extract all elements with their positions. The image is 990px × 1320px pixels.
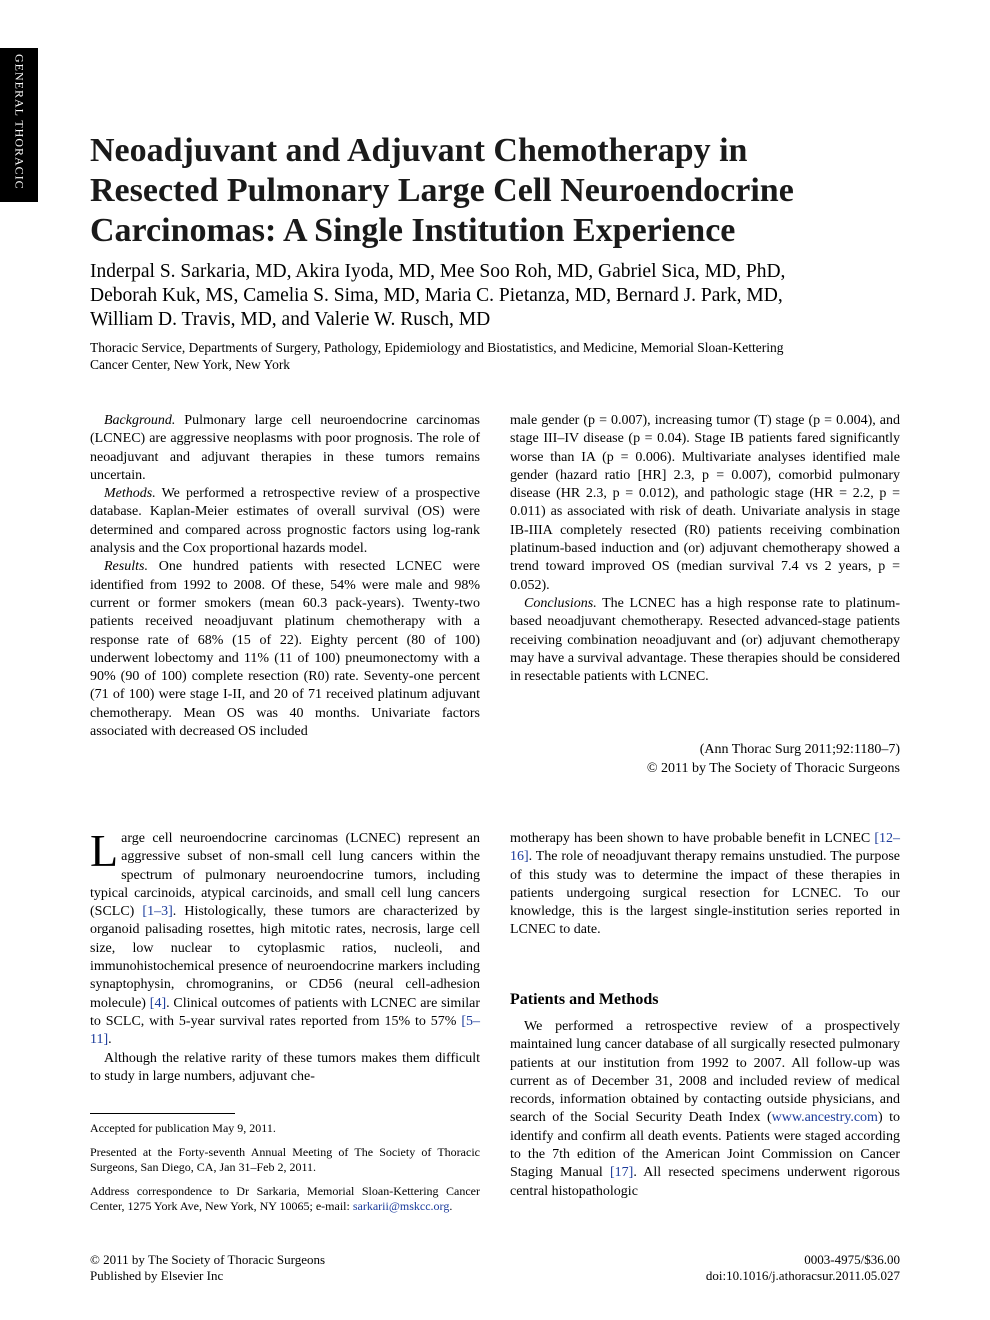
- abstract-conclusions: [510, 595, 900, 686]
- external-link[interactable]: www.ancestry.com: [771, 1110, 878, 1126]
- author-list: [90, 260, 910, 332]
- footer-publisher: Published by Elsevier Inc: [90, 1267, 224, 1283]
- abstract-results: [90, 558, 480, 741]
- footer-copyright: © 2011 by The Society of Thoracic Surgeons: [90, 1252, 326, 1267]
- footnote-presented: Presented at the Forty-seventh Annual Meeting of The Society of Thoracic Surgeons, San Diego, CA, Jan 31–Feb 2, 2011.: [90, 1144, 480, 1174]
- body-text: ) to identify and confirm all death events. Patients were staged according to the 7th edition of the American Joint Commission on Cancer Staging Manual: [510, 1110, 900, 1181]
- abstract-results-cont: male gender (p = 0.007), increasing tumor (T) stage (p = 0.004), and stage III–IV disease (p = 0.04). Stage IB patients fared significantly worse than IA (p = 0.006). Multivariate analyses identified male gender (hazard ratio [HR] 2.3, p = 0.007), comorbid pulmonary disease (HR 2.3, p = 0.012), and pathologic stage (HR = 2.2, p = 0.011) as associated with risk of death. Univariate analysis in stage IB-IIIA completely resected (R0) patients receiving combination platinum-based induction and (or) adjuvant chemotherapy showed a trend toward improved OS (median survival 7.4 vs 2 years, p = 0.052).: [510, 413, 900, 593]
- body-text: arge cell neuroendocrine carcinomas (LCNEC) represent an aggressive subset of non-small cell lung cancers within the spectrum of pulmonary neuroendocrine tumors, including typical carcinoids, atypical carcinoids, and small cell lung cancers (SCLC): [90, 831, 480, 920]
- body-text: .: [108, 1032, 112, 1048]
- body-text: motherapy has been shown to have probable benefit in LCNEC: [510, 831, 875, 846]
- footnote-accepted: Accepted for publication May 9, 2011.: [90, 1121, 276, 1135]
- abstract-methods: [90, 485, 480, 558]
- body-text: . All resected specimens underwent rigorous central histopathologic: [510, 1165, 900, 1199]
- drop-cap: L: [90, 825, 119, 876]
- abstract-text: The LCNEC has a high response rate to platinum-based neoadjuvant chemotherapy. Resected advanced-stage patients receiving combination neoadjuvant and (or) adjuvant chemotherapy may have a survival advantage. These therapies should be considered in resectable patients with LCNEC.: [510, 595, 900, 685]
- title-line: Neoadjuvant and Adjuvant Chemotherapy in: [90, 132, 748, 169]
- abstract-text: We performed a retrospective review of a prospective database. Kaplan-Meier estimates of overall survival (OS) were determined and compared across prognostic factors using log-rank analysis and the Cox proportional hazards model.: [90, 486, 480, 557]
- author-line: William D. Travis, MD, and Valerie W. Rusch, MD: [90, 309, 491, 330]
- abstract-heading: Methods.: [104, 486, 156, 502]
- journal-citation: (Ann Thorac Surg 2011;92:1180–7): [699, 742, 900, 757]
- reference-link[interactable]: [1–3]: [142, 904, 173, 920]
- body-text: . Clinical outcomes of patients with LCNEC are similar to SCLC, with 5-year survival rates reported from 15% to 57%: [90, 995, 480, 1029]
- footer-left: [90, 1252, 325, 1283]
- abstract-background: [90, 412, 480, 485]
- affiliation-line: Cancer Center, New York, New York: [90, 357, 291, 372]
- section-tab-label: GENERAL THORACIC: [12, 54, 27, 190]
- body-paragraph: [510, 830, 900, 940]
- title-line: Resected Pulmonary Large Cell Neuroendocrine: [90, 172, 794, 209]
- abstract-text: One hundred patients with resected LCNEC were identified from 1992 to 2008. Of these, 54% were male and 98% current or former smokers (mean 60.3 pack-years). Twenty-two patients received neoadjuvant platinum chemotherapy with a response rate of 68% (15 of 22). Eighty percent (80 of 100) underwent lobectomy and 11% (11 of 100) pneumonectomy with a 90% (90 of 100) complete resection (R0) rate. Seventy-one percent (71 of 100) were stage I-II, and 20 of 71 received platinum adjuvant chemotherapy. Mean OS was 40 months. Univariate factors associated with decreased OS included: [90, 559, 480, 740]
- abstract-heading: Background.: [104, 413, 176, 428]
- author-line: Inderpal S. Sarkaria, MD, Akira Iyoda, MD, Mee Soo Roh, MD, Gabriel Sica, MD, PhD,: [90, 261, 786, 282]
- footnote-address: [90, 1184, 480, 1215]
- footer-right: [600, 1252, 900, 1283]
- affiliation: [90, 339, 910, 373]
- body-paragraph: [510, 1018, 900, 1201]
- reference-link[interactable]: [17]: [610, 1165, 634, 1181]
- abstract-heading: Results.: [104, 559, 148, 575]
- footnote-text: .: [449, 1199, 453, 1213]
- article-title: [90, 131, 910, 251]
- section-tab: [0, 48, 38, 202]
- abstract-heading: Conclusions.: [524, 595, 597, 611]
- body-paragraph: Although the relative rarity of these tumors makes them difficult to study in large numbers, adjuvant che-: [90, 1050, 480, 1084]
- author-line: Deborah Kuk, MS, Camelia S. Sima, MD, Maria C. Pietanza, MD, Bernard J. Park, MD,: [90, 285, 783, 306]
- body-text: . Histologically, these tumors are characterized by organoid palisading rosettes, high mitotic rates, necrosis, large cell size, low nuclear to cytoplasmic ratios, nucleoli, and immunohistochemical presence of neuroendocrine markers including synaptophysin, chromogranins, or CD56 (neural cell-adhesion molecule): [90, 904, 480, 1011]
- abstract-text: Pulmonary large cell neuroendocrine carcinomas (LCNEC) are aggressive neoplasms with poor prognosis. The role of neoadjuvant and adjuvant therapies in these tumors remains uncertain.: [90, 413, 480, 483]
- body-text: We performed a retrospective review of a prospectively maintained lung cancer database of all surgically resected pulmonary patients at our institution from 1992 to 2007. All follow-up was current as of December 31, 2008 and included review of medical records, information obtained by contacting outside physicians, and search of the Social Security Death Index (: [510, 1019, 900, 1126]
- methods-column: [510, 1018, 900, 1201]
- reference-link[interactable]: [4]: [149, 995, 167, 1011]
- section-heading: Patients and Methods: [510, 991, 659, 1008]
- footer-doi: doi:10.1016/j.athoracsur.2011.05.027: [705, 1267, 900, 1283]
- footnote-text: Address correspondence to Dr Sarkaria, Memorial Sloan-Kettering Cancer Center, 1275 York Ave, New York, NY 10065; e-mail:: [90, 1183, 480, 1213]
- reference-link[interactable]: [12–16]: [510, 831, 900, 865]
- body-right-column: [510, 830, 900, 940]
- body-text: . The role of neoadjuvant therapy remains unstudied. The purpose of this study was to determine the impact of these therapies in patients undergoing surgical resection for LCNEC. To our knowledge, this is the largest single-institution series reported in LCNEC to date.: [510, 849, 900, 938]
- copyright-line: © 2011 by The Society of Thoracic Surgeons: [646, 761, 900, 776]
- footnotes: [90, 1121, 480, 1223]
- body-paragraph: [90, 825, 480, 1050]
- footnote-divider: [90, 1113, 235, 1114]
- email-link[interactable]: sarkarii@mskcc.org: [352, 1199, 450, 1213]
- reference-link[interactable]: [5–11]: [90, 1013, 480, 1048]
- body-left-column: [90, 825, 480, 1086]
- affiliation-line: Thoracic Service, Departments of Surgery, Pathology, Epidemiology and Biostatistics, and Medicine, Memorial Sloan-Kettering: [90, 340, 784, 355]
- abstract-right-column: [510, 412, 900, 686]
- abstract-left-column: [90, 412, 480, 741]
- title-line: Carcinomas: A Single Institution Experience: [90, 212, 736, 249]
- footer-issn: 0003-4975/$36.00: [804, 1252, 900, 1267]
